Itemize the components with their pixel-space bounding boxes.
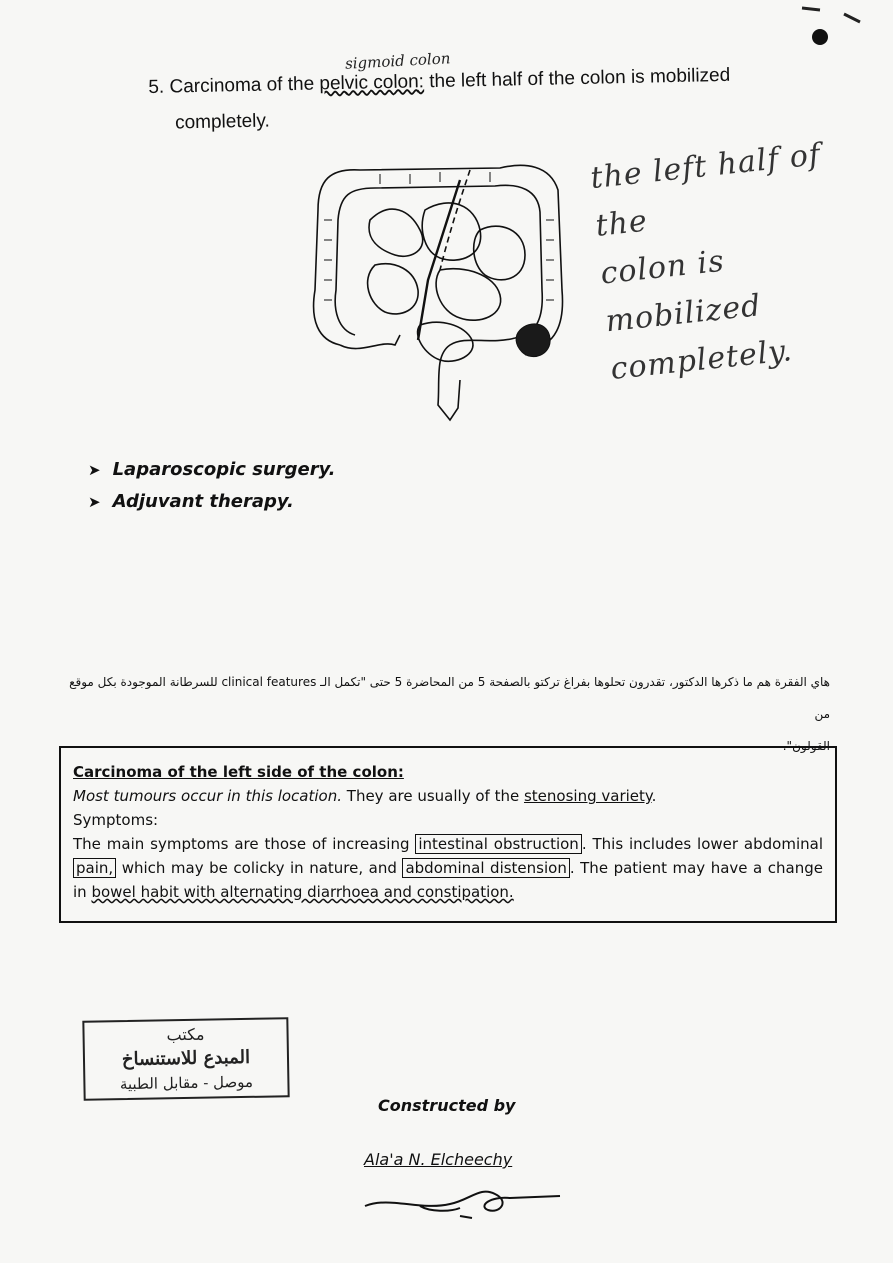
item-5 bbox=[148, 56, 839, 142]
arabic-note-line2: القولون". bbox=[782, 739, 830, 753]
stenosing-variety: stenosing variety bbox=[523, 787, 652, 805]
small-bowel-2 bbox=[422, 203, 480, 260]
colon-diagram bbox=[300, 140, 570, 430]
item-text-line2: completely. bbox=[174, 110, 271, 134]
colon-inner bbox=[335, 185, 542, 338]
tumour-lesion bbox=[516, 324, 550, 357]
corner-marks bbox=[800, 4, 870, 54]
arabic-note-line1: هاي الفقرة هم ما ذكرها الدكتور، تقدرون تحلوها بفراغ تركتو بالصفحة 5 من المحاضرة 5 حتى "تكمل الـ clinical features للسرطانة الموجودة بكل موقع من bbox=[69, 675, 830, 721]
library-stamp bbox=[82, 1017, 289, 1101]
stamp-line1: مكتب bbox=[166, 1024, 205, 1045]
item-text-post: the left half of the colon is mobilized bbox=[429, 64, 731, 93]
author-name: Ala'a N. Elcheechy bbox=[364, 1150, 513, 1169]
small-bowel-1 bbox=[369, 209, 423, 256]
constructed-by: Constructed by bbox=[378, 1096, 516, 1115]
cecum bbox=[340, 335, 400, 349]
handwritten-side-note bbox=[588, 126, 892, 394]
intro-rest: They are usually of the bbox=[346, 787, 520, 805]
pain-boxed: pain, bbox=[73, 858, 116, 878]
side-note-line2: colon is mobilized bbox=[598, 243, 763, 340]
arrow-icon: ➤ bbox=[88, 493, 101, 511]
symptoms-text: The main symptoms are those of increasing intestinal obstruction . This includes lower abdominal pain, which may be colicky in nature, and abdominal distension . The patient may have a change in bowel habit with alternating diarrhoea and constipation. bbox=[73, 835, 823, 901]
small-bowel-5 bbox=[436, 269, 501, 321]
stamp-line2: المبدع للاستنساخ bbox=[121, 1046, 251, 1071]
abdominal-distension: abdominal distension bbox=[402, 858, 569, 878]
list-item: ➤ Adjuvant therapy. bbox=[88, 491, 294, 512]
bowel-habit-line: bowel habit with alternating diarrhoea and constipation. bbox=[91, 883, 514, 901]
box-title: Carcinoma of the left side of the colon: bbox=[73, 763, 404, 781]
signature bbox=[360, 1176, 580, 1226]
handwritten-sigmoid-note: sigmoid colon bbox=[344, 49, 451, 73]
item-number: 5. bbox=[148, 76, 165, 98]
symptoms-label: Symptoms: bbox=[73, 811, 159, 829]
intro-italic: Most tumours occur in this location. bbox=[73, 787, 342, 805]
pelvic-colon: pelvic colon: bbox=[319, 71, 425, 95]
small-bowel-6 bbox=[418, 322, 473, 361]
small-bowel-4 bbox=[368, 264, 419, 314]
side-note-line1: the left half of the bbox=[588, 137, 823, 244]
item-text-pre: Carcinoma of the bbox=[169, 73, 315, 98]
list-item: ➤ Laparoscopic surgery. bbox=[88, 459, 336, 480]
side-note-line3: completely. bbox=[608, 333, 795, 388]
intestinal-obstruction: intestinal obstruction bbox=[415, 834, 581, 854]
resection-line bbox=[440, 170, 470, 270]
treatment-list bbox=[88, 454, 336, 518]
arrow-icon: ➤ bbox=[88, 461, 101, 479]
stamp-line3: موصل - مقابل الطبية bbox=[119, 1072, 254, 1094]
sigmoid bbox=[438, 338, 515, 420]
carcinoma-left-colon-box: Carcinoma of the left side of the colon: Most tumours occur in this location. They are usually of the stenosing variety. Symptoms: The main symptoms are those of increasing intestinal obstruction . This includes lower abdominal pain, which may be colicky in nature, and abdominal distension . The patient may have a change in bowel habit with alternating diarrhoea and constipation. bbox=[59, 746, 837, 923]
